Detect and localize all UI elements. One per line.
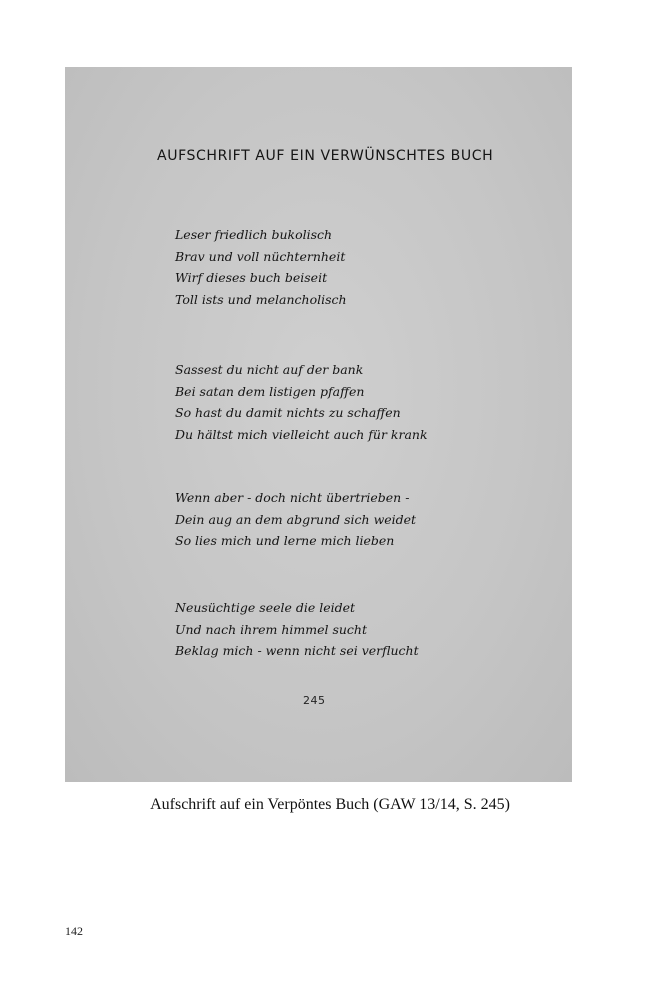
poem-line: Brav und voll nüchternheit: [175, 248, 346, 264]
page-number: 142: [65, 924, 83, 938]
poem-line: Toll ists und melancholisch: [175, 291, 347, 307]
poem-line: Wenn aber - doch nicht übertrieben -: [175, 490, 410, 505]
poem-line: Beklag mich - wenn nicht sei verflucht: [175, 643, 419, 658]
stanza-3: [175, 487, 416, 552]
poem-line: Und nach ihrem himmel sucht: [175, 621, 367, 637]
stanza-1: [175, 224, 347, 310]
poem-line: So hast du damit nichts zu schaffen: [175, 405, 401, 420]
poem-title: AUFSCHRIFT AUF EIN VERWÜNSCHTES BUCH: [157, 148, 494, 164]
figure-caption: Aufschrift auf ein Verpöntes Buch (GAW 13/14, S. 245): [150, 796, 510, 813]
stanza-4: [175, 597, 419, 662]
manuscript-facsimile: [65, 67, 572, 782]
poem-line: Sassest du nicht auf der bank: [175, 362, 364, 377]
poem-line: Neusüchtige seele die leidet: [175, 600, 356, 615]
poem-line: So lies mich und lerne mich lieben: [175, 533, 395, 548]
poem-line: Du hältst mich vielleicht auch für krank: [175, 426, 428, 442]
stanza-2: [175, 359, 428, 445]
poem-line: Bei satan dem listigen pfaffen: [175, 383, 365, 399]
poem-line: Dein aug an dem abgrund sich weidet: [175, 511, 417, 527]
facsimile-page-number: 245: [303, 694, 326, 707]
poem-line: Leser friedlich bukolisch: [175, 227, 333, 242]
poem-line: Wirf dieses buch beiseit: [175, 270, 328, 285]
